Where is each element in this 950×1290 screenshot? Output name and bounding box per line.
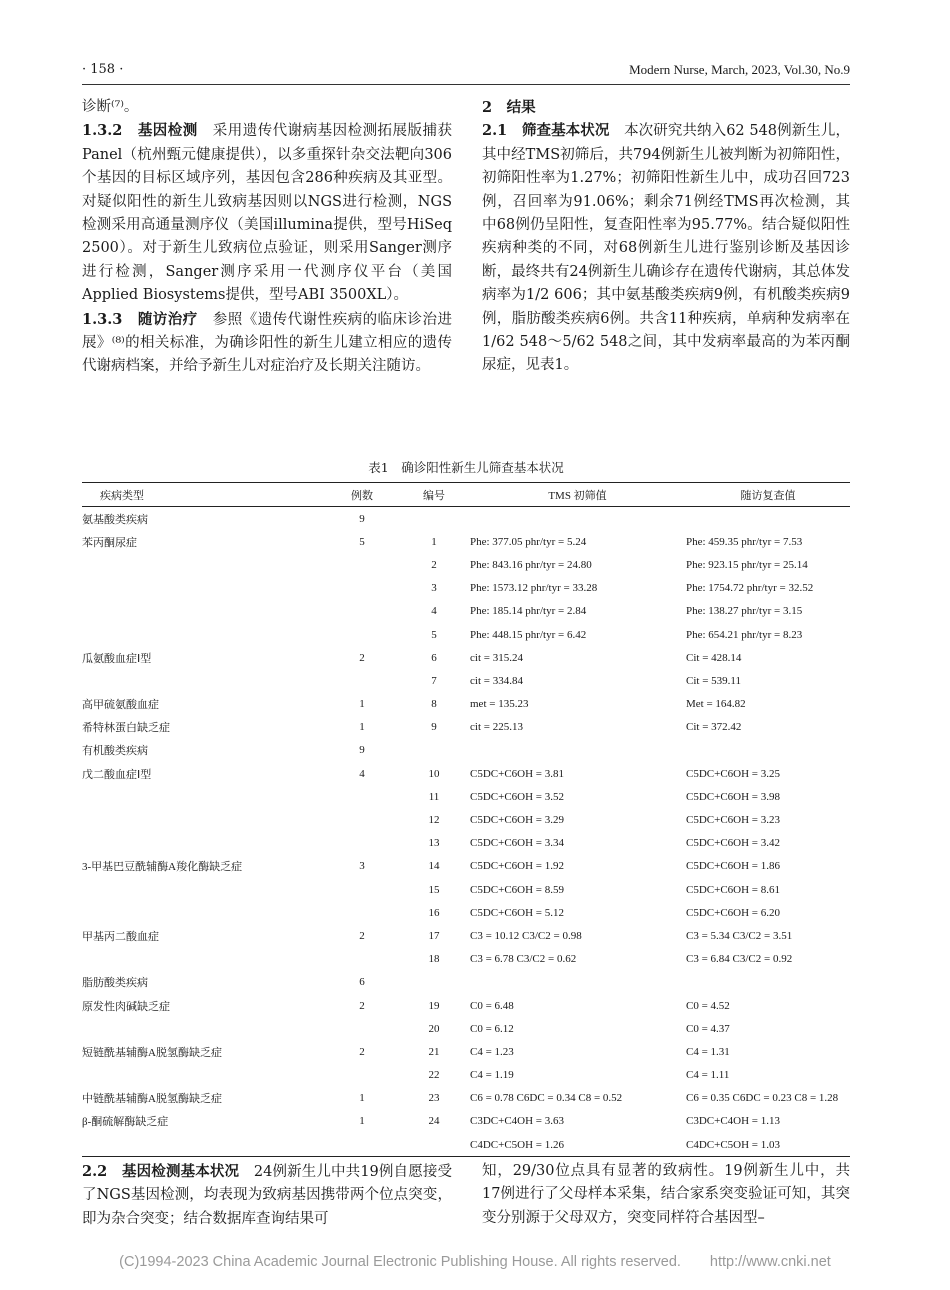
- paragraph-body: 本次研究共纳入62 548例新生儿，其中经TMS初筛后，共794例新生儿被判断为初筛阳性，初筛阳性率为1.27%；初筛阳性新生儿中，成功召回723例，召回率为91.06%；剩余71例经TMS再次检测，其中68例仍呈阳性，复查阳性率为95.77%。结合疑似阳性疾病种类的不同，对68例新生儿进行鉴别诊断及基因诊断，最终共有24例新生儿确诊存在遗传代谢病，其总体发病率为1/2 606；其中氨基酸类疾病9例，有机酸类疾病9例，脂肪酸类疾病6例。共含11种疾病，单病种发病率在1/62 548～5/62 548之间，其中发病率最高的为苯丙酮尿症，见表1。: [482, 123, 850, 374]
- followup-value-cell: Phe: 923.15 phr/tyr = 25.14: [686, 558, 808, 571]
- tms-value-cell: [470, 507, 686, 531]
- number-cell: 8: [431, 698, 437, 711]
- tms-value-cell: C6 = 0.78 C6DC = 0.34 C8 = 0.52: [470, 1092, 623, 1105]
- followup-value-cell: Phe: 138.27 phr/tyr = 3.15: [686, 605, 803, 618]
- followup-value-cell: Phe: 1754.72 phr/tyr = 32.52: [686, 582, 814, 595]
- table-row: [82, 716, 850, 739]
- count-cell: [326, 1133, 398, 1157]
- disease-cell: [82, 600, 326, 623]
- table-row: [82, 1087, 850, 1110]
- count-cell: 1: [359, 721, 365, 734]
- disease-cell: 中链酰基辅酶A脱氢酶缺乏症: [82, 1093, 222, 1106]
- tms-value-cell: Phe: 377.05 phr/tyr = 5.24: [470, 535, 587, 548]
- tms-value-cell: Phe: 843.16 phr/tyr = 24.80: [470, 558, 592, 571]
- followup-value-cell: Phe: 459.35 phr/tyr = 7.53: [686, 535, 803, 548]
- count-cell: [326, 901, 398, 924]
- count-cell: 2: [359, 651, 365, 664]
- copyright-footer: (C)1994-2023 China Academic Journal Electronic Publishing House. All rights reserved. http://www.cnki.net: [119, 1254, 831, 1270]
- disease-cell: [82, 901, 326, 924]
- bottom-right-column: [482, 1160, 850, 1230]
- table-row: [82, 924, 850, 947]
- number-cell: 2: [431, 558, 437, 571]
- header-rule: [82, 84, 850, 85]
- count-cell: [326, 600, 398, 623]
- count-cell: 6: [359, 976, 365, 989]
- number-cell: [398, 507, 470, 531]
- bottom-left-column: [82, 1160, 452, 1231]
- disease-cell: [82, 623, 326, 646]
- subsection-heading: 1.3.3 随访治疗: [82, 310, 213, 328]
- number-cell: 5: [431, 628, 437, 641]
- disease-cell: [82, 878, 326, 901]
- disease-cell: 3-甲基巴豆酰辅酶A羧化酶缺乏症: [82, 861, 243, 874]
- number-cell: 18: [428, 953, 440, 966]
- tms-value-cell: met = 135.23: [470, 698, 529, 711]
- tms-value-cell: C4DC+C5OH = 1.26: [470, 1133, 686, 1157]
- followup-value-cell: C5DC+C6OH = 3.25: [686, 767, 780, 780]
- number-cell: 21: [428, 1045, 440, 1058]
- followup-value-cell: C0 = 4.37: [686, 1022, 730, 1035]
- disease-cell: 希特林蛋白缺乏症: [82, 722, 170, 735]
- number-cell: 19: [428, 999, 440, 1012]
- count-cell: 9: [359, 512, 365, 525]
- number-cell: 12: [428, 814, 440, 827]
- paragraph-body: 参照《遗传代谢性疾病的临床诊治进展》⁽⁸⁾的相关标准，为确诊阳性的新生儿建立相应的遗传代谢病档案，并给予新生儿对症治疗及长期关注随访。: [82, 311, 452, 375]
- left-column: [82, 96, 452, 379]
- tms-value-cell: cit = 315.24: [470, 651, 523, 664]
- followup-value-cell: Met = 164.82: [686, 698, 746, 711]
- table-row: [82, 1040, 850, 1063]
- table-row: [82, 530, 850, 553]
- tms-value-cell: C5DC+C6OH = 3.81: [470, 767, 564, 780]
- number-cell: 4: [431, 605, 437, 618]
- followup-value-cell: Cit = 428.14: [686, 651, 742, 664]
- followup-value-cell: C5DC+C6OH = 6.20: [686, 906, 780, 919]
- left-paragraph-1: 诊断⁽⁷⁾。: [82, 99, 139, 115]
- number-cell: 14: [428, 860, 440, 873]
- count-cell: 1: [359, 1115, 365, 1128]
- table-row: [82, 1017, 850, 1040]
- tms-value-cell: C5DC+C6OH = 3.29: [470, 814, 564, 827]
- number-cell: 15: [428, 883, 440, 896]
- table-row: [82, 623, 850, 646]
- bottom-right-paragraph: 知，29/30位点具有显著的致病性。19例新生儿中，共17例进行了父母样本采集，结合家系突变验证可知，其突变分别源于父母双方，突变同样符合基因型–: [482, 1163, 850, 1226]
- table-row: [82, 832, 850, 855]
- paragraph-body: 24例新生儿中共19例自愿接受了NGS基因检测，均表现为致病基因携带两个位点突变，即为杂合突变；结合数据库查询结果可: [82, 1164, 452, 1227]
- number-cell: 23: [428, 1092, 440, 1105]
- header-tms: TMS 初筛值: [470, 483, 686, 507]
- table-row: [82, 1064, 850, 1087]
- followup-value-cell: C5DC+C6OH = 1.86: [686, 860, 780, 873]
- count-cell: 9: [359, 744, 365, 757]
- tms-value-cell: C4 = 1.19: [470, 1069, 514, 1082]
- count-cell: [326, 669, 398, 692]
- followup-value-cell: C3 = 6.84 C3/C2 = 0.92: [686, 953, 793, 966]
- right-column: [482, 96, 850, 378]
- tms-value-cell: C3DC+C4OH = 3.63: [470, 1115, 564, 1128]
- table-row: [82, 600, 850, 623]
- table-row: [82, 901, 850, 924]
- disease-cell: 有机酸类疾病: [82, 745, 148, 758]
- disease-cell: [82, 669, 326, 692]
- number-cell: 10: [428, 767, 440, 780]
- left-paragraph-3: [82, 308, 452, 379]
- disease-cell: [82, 808, 326, 831]
- table-row: [82, 994, 850, 1017]
- number-cell: [398, 971, 470, 994]
- journal-citation: Modern Nurse, March, 2023, Vol.30, No.9: [629, 62, 850, 77]
- followup-value-cell: [686, 971, 850, 994]
- header-disease: 疾病类型: [82, 483, 326, 507]
- header-number: 编号: [398, 483, 470, 507]
- count-cell: 2: [359, 999, 365, 1012]
- tms-value-cell: C5DC+C6OH = 5.12: [470, 906, 564, 919]
- followup-value-cell: [686, 739, 850, 762]
- table-row: [82, 693, 850, 716]
- header-count: 例数: [326, 483, 398, 507]
- count-cell: [326, 1064, 398, 1087]
- followup-value-cell: C5DC+C6OH = 3.98: [686, 790, 780, 803]
- count-cell: [326, 553, 398, 576]
- tms-value-cell: C5DC+C6OH = 1.92: [470, 860, 564, 873]
- disease-cell: [82, 1064, 326, 1087]
- bottom-left-paragraph: [82, 1160, 452, 1231]
- disease-cell: 戊二酸血症Ⅰ型: [82, 768, 152, 781]
- count-cell: 5: [359, 535, 365, 548]
- followup-value-cell: C6 = 0.35 C6DC = 0.23 C8 = 1.28: [686, 1092, 839, 1105]
- number-cell: 3: [431, 582, 437, 595]
- disease-cell: 短链酰基辅酶A脱氢酶缺乏症: [82, 1046, 222, 1059]
- disease-cell: 甲基丙二酸血症: [82, 930, 159, 943]
- disease-cell: [82, 1133, 326, 1157]
- number-cell: 7: [431, 674, 437, 687]
- tms-value-cell: C5DC+C6OH = 8.59: [470, 883, 564, 896]
- followup-value-cell: [686, 507, 850, 531]
- table-header-row: [82, 483, 850, 507]
- disease-cell: 氨基酸类疾病: [82, 513, 148, 526]
- disease-cell: β-酮硫解酶缺乏症: [82, 1116, 169, 1129]
- count-cell: 2: [359, 1045, 365, 1058]
- number-cell: 17: [428, 929, 440, 942]
- table-caption: 表1 确诊阳性新生儿筛查基本状况: [368, 460, 564, 475]
- count-cell: [326, 808, 398, 831]
- table-row: [82, 808, 850, 831]
- number-cell: 24: [428, 1115, 440, 1128]
- tms-value-cell: C0 = 6.48: [470, 999, 514, 1012]
- tms-value-cell: C3 = 6.78 C3/C2 = 0.62: [470, 953, 577, 966]
- table-row: [82, 785, 850, 808]
- tms-value-cell: [470, 739, 686, 762]
- tms-value-cell: C4 = 1.23: [470, 1045, 514, 1058]
- disease-cell: [82, 948, 326, 971]
- count-cell: 3: [359, 860, 365, 873]
- number-cell: 13: [428, 837, 440, 850]
- table-row: [82, 878, 850, 901]
- tms-value-cell: C5DC+C6OH = 3.52: [470, 790, 564, 803]
- followup-value-cell: Cit = 539.11: [686, 674, 741, 687]
- table-row: [82, 1110, 850, 1133]
- tms-value-cell: C5DC+C6OH = 3.34: [470, 837, 564, 850]
- followup-value-cell: C5DC+C6OH = 8.61: [686, 883, 780, 896]
- followup-value-cell: Phe: 654.21 phr/tyr = 8.23: [686, 628, 803, 641]
- number-cell: 11: [428, 790, 440, 803]
- disease-cell: 原发性肉碱缺乏症: [82, 1000, 170, 1013]
- table-body: [82, 507, 850, 1157]
- table-row: [82, 855, 850, 878]
- followup-value-cell: C4DC+C5OH = 1.03: [686, 1133, 850, 1157]
- count-cell: [326, 623, 398, 646]
- left-paragraph-2: [82, 119, 452, 307]
- tms-value-cell: cit = 225.13: [470, 721, 523, 734]
- count-cell: 1: [359, 1092, 365, 1105]
- count-cell: [326, 1017, 398, 1040]
- screening-table: [82, 482, 850, 1157]
- table-row: [82, 646, 850, 669]
- count-cell: 4: [359, 767, 365, 780]
- tms-value-cell: Phe: 185.14 phr/tyr = 2.84: [470, 605, 587, 618]
- number-cell: 20: [428, 1022, 440, 1035]
- table-row: [82, 971, 850, 994]
- count-cell: 1: [359, 698, 365, 711]
- header-followup: 随访复查值: [686, 483, 850, 507]
- tms-value-cell: cit = 334.84: [470, 674, 523, 687]
- followup-value-cell: Cit = 372.42: [686, 721, 742, 734]
- number-cell: 16: [428, 906, 440, 919]
- table-row: [82, 948, 850, 971]
- tms-value-cell: Phe: 448.15 phr/tyr = 6.42: [470, 628, 587, 641]
- disease-cell: 脂肪酸类疾病: [82, 977, 148, 990]
- table-row: [82, 507, 850, 531]
- page-number: · 158 ·: [82, 62, 124, 77]
- tms-value-cell: C0 = 6.12: [470, 1022, 514, 1035]
- tms-value-cell: Phe: 1573.12 phr/tyr = 33.28: [470, 582, 598, 595]
- number-cell: [398, 739, 470, 762]
- disease-cell: 苯丙酮尿症: [82, 536, 137, 549]
- table-row: [82, 577, 850, 600]
- followup-value-cell: C4 = 1.31: [686, 1045, 730, 1058]
- right-paragraph-1: [482, 119, 850, 377]
- followup-value-cell: C5DC+C6OH = 3.23: [686, 814, 780, 827]
- followup-value-cell: C5DC+C6OH = 3.42: [686, 837, 780, 850]
- number-cell: 1: [431, 535, 437, 548]
- disease-cell: 高甲硫氨酸血症: [82, 699, 159, 712]
- paragraph-body: 采用遗传代谢病基因检测拓展版捕获Panel（杭州甄元健康提供），以多重探针杂交法靶向306个基因的目标区域序列，基因包含286种疾病及其亚型。对疑似阳性的新生儿致病基因则以NGS进行检测，NGS检测采用高通量测序仪（美国illumina提供，型号HiSeq 2500）。对于新生儿致病位点验证，则采用Sanger测序进行检测，Sanger测序采用一代测序仪平台（美国Applied Biosystems提供，型号ABI 3500XL）。: [82, 123, 452, 304]
- table-row: [82, 669, 850, 692]
- count-cell: [326, 948, 398, 971]
- subsection-heading: 1.3.2 基因检测: [82, 122, 213, 140]
- followup-value-cell: C3DC+C4OH = 1.13: [686, 1115, 780, 1128]
- subsection-heading: 2.1 筛查基本状况: [482, 122, 625, 140]
- count-cell: 2: [359, 929, 365, 942]
- followup-value-cell: C4 = 1.11: [686, 1069, 730, 1082]
- disease-cell: [82, 785, 326, 808]
- table-row: [82, 762, 850, 785]
- disease-cell: [82, 553, 326, 576]
- number-cell: 9: [431, 721, 437, 734]
- number-cell: 6: [431, 651, 437, 664]
- count-cell: [326, 577, 398, 600]
- followup-value-cell: C0 = 4.52: [686, 999, 730, 1012]
- tms-value-cell: [470, 971, 686, 994]
- disease-cell: [82, 1017, 326, 1040]
- number-cell: 22: [428, 1069, 440, 1082]
- count-cell: [326, 878, 398, 901]
- disease-cell: [82, 577, 326, 600]
- count-cell: [326, 785, 398, 808]
- disease-cell: 瓜氨酸血症Ⅰ型: [82, 652, 152, 665]
- followup-value-cell: C3 = 5.34 C3/C2 = 3.51: [686, 929, 793, 942]
- subsection-heading: 2.2 基因检测基本状况: [82, 1163, 254, 1180]
- table-row: [82, 553, 850, 576]
- count-cell: [326, 832, 398, 855]
- table-row: [82, 739, 850, 762]
- section-title: 2 结果: [482, 99, 536, 116]
- table-row: [82, 1133, 850, 1157]
- number-cell: [398, 1133, 470, 1157]
- tms-value-cell: C3 = 10.12 C3/C2 = 0.98: [470, 929, 582, 942]
- disease-cell: [82, 832, 326, 855]
